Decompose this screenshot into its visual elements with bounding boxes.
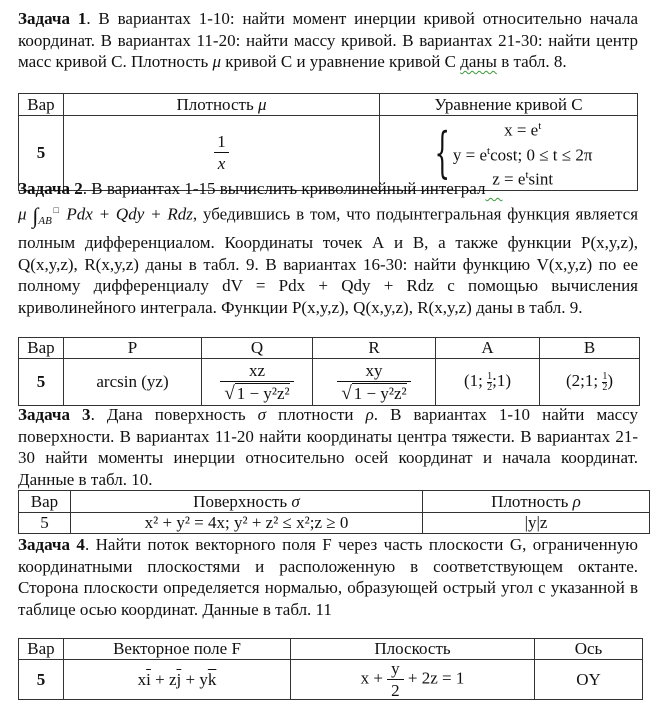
- task1-text2: кривой С и уравнение кривой С: [225, 52, 456, 71]
- header-r: R: [313, 338, 436, 359]
- header-q: Q: [202, 338, 313, 359]
- table-row: [19, 513, 650, 534]
- cell-variant: 5: [19, 116, 64, 191]
- cell-axis: OY: [535, 660, 643, 700]
- header-a: A: [436, 338, 540, 359]
- table-11: [18, 638, 643, 700]
- cell-a: (1; $\frac{1}{2}$ ;1): [436, 359, 540, 406]
- table-header-row: [19, 338, 640, 359]
- cell-surface: x² + y² = 4x; y² + z² ≤ x²;z ≥ 0: [71, 513, 423, 534]
- cell-plane: x + $\frac{y}{2}$ + 2z = 1: [291, 660, 535, 700]
- task2-heading: Задача 2: [18, 179, 83, 198]
- header-surface: Поверхность σ: [71, 491, 423, 513]
- task3-text3: . В вариантах 1-10 найти массу поверхности. В вариантах 11-20 найти координаты центра тяжести. В вариантах 21-30 найти моменты инерции относительно осей координат и начала координат. Данные в табл. 10.: [18, 405, 638, 489]
- header-p: P: [64, 338, 202, 359]
- sigma-symbol: σ: [257, 405, 267, 424]
- table-row: [19, 660, 643, 700]
- task3-text: . Дана поверхность: [90, 405, 246, 424]
- cell-q: $\frac{xz}{\text{√ 1 − y²z²}}$: [202, 359, 313, 406]
- equation-system: { $x = e^t$ $y = e^t\cos t$; 0 ≤ t ≤ 2π $z = e^t\sin t$: [433, 120, 593, 189]
- integral-sign-icon: ∫: [32, 202, 39, 228]
- cell-density: $\frac{1}{x}$: [64, 116, 380, 191]
- table-9: [18, 337, 640, 406]
- cell-vector-field: $x\overline{i} + z\overline{j} + y\overline{k}$: [64, 660, 291, 700]
- table-10: [18, 490, 650, 534]
- cell-density: |y|z: [423, 513, 650, 534]
- task4-text: . Найти поток векторного поля F через часть плоскости G, ограниченную координатными плоскостями и расположенную в соответствующем октанте. Сторона плоскости определяется нормалью, образующей острый угол с указанной в таблице осью координат. Данные в табл. 11: [18, 535, 638, 619]
- table-row: [19, 359, 640, 406]
- task3-paragraph: [18, 404, 638, 490]
- cell-variant: 5: [19, 660, 64, 700]
- task1-text3: в табл. 8.: [501, 52, 567, 71]
- task4-heading: Задача 4: [18, 535, 85, 554]
- table-header-row: [19, 639, 643, 660]
- integral-upper-limit: □: [51, 204, 61, 215]
- task2-paragraph: [18, 178, 638, 318]
- header-axis: Ось: [535, 639, 643, 660]
- task1-underlined-word: даны: [460, 52, 497, 71]
- rho-symbol: ρ: [365, 405, 374, 424]
- cell-p: arcsin (yz): [64, 359, 202, 406]
- cell-variant: 5: [19, 359, 64, 406]
- header-vector-field: Векторное поле F: [64, 639, 291, 660]
- mu-symbol: μ: [212, 52, 221, 71]
- task3-heading: Задача 3: [18, 405, 91, 424]
- table-8: [18, 93, 638, 191]
- table-header-row: [19, 491, 650, 513]
- task1-paragraph: [18, 8, 638, 73]
- cell-r: $\frac{xy}{\text{√ 1 − y²z²}}$: [313, 359, 436, 406]
- header-variant: Вар: [19, 338, 64, 359]
- integral-mu: μ: [18, 204, 27, 224]
- task1-heading: Задача 1: [18, 9, 87, 28]
- header-b: B: [540, 338, 640, 359]
- task1-text: . В вариантах 1-10: найти момент инерции кривой относительно начала координат. В вариантах 11-20: найти массу кривой. В вариантах 21-30: найти центр масс кривой С. Плотность: [18, 9, 638, 71]
- header-variant: Вар: [19, 639, 64, 660]
- header-variant: Вар: [19, 491, 71, 513]
- header-density: Плотность ρ: [423, 491, 650, 513]
- task2-text: . В вариантах 1-15 вычислить криволинейный интеграл: [82, 179, 486, 198]
- task4-paragraph: [18, 534, 638, 620]
- brace-icon: {: [433, 120, 450, 184]
- cell-b: (2;1; $\frac{1}{2}$ ): [540, 359, 640, 406]
- header-plane: Плоскость: [291, 639, 535, 660]
- header-curve-equation: Уравнение кривой С: [380, 94, 638, 116]
- header-density: Плотность μ: [64, 94, 380, 116]
- integrand: Pdx + Qdy + Rdz: [66, 204, 193, 224]
- task2-text2: , убедившись в том, что подынтегральная функция является полным дифференциалом. Координаты точек А и В, а также функции P(x,y,z), Q(x,y,z), R(x,y,z) даны в табл. 9. В вариантах 16-30: найти функцию V(x,y,z) по ее полному дифференциалу dV = Pdx + Qdy + Rdz с помощью вычисления криволинейного интеграла. Функции P(x,y,z), Q(x,y,z), R(x,y,z) даны в табл. 9.: [18, 204, 639, 317]
- task3-text2: плотности: [278, 405, 354, 424]
- cell-variant: 5: [19, 513, 71, 534]
- header-variant: Вар: [19, 94, 64, 116]
- integral-limits: AB: [38, 214, 52, 227]
- table-header-row: [19, 94, 638, 116]
